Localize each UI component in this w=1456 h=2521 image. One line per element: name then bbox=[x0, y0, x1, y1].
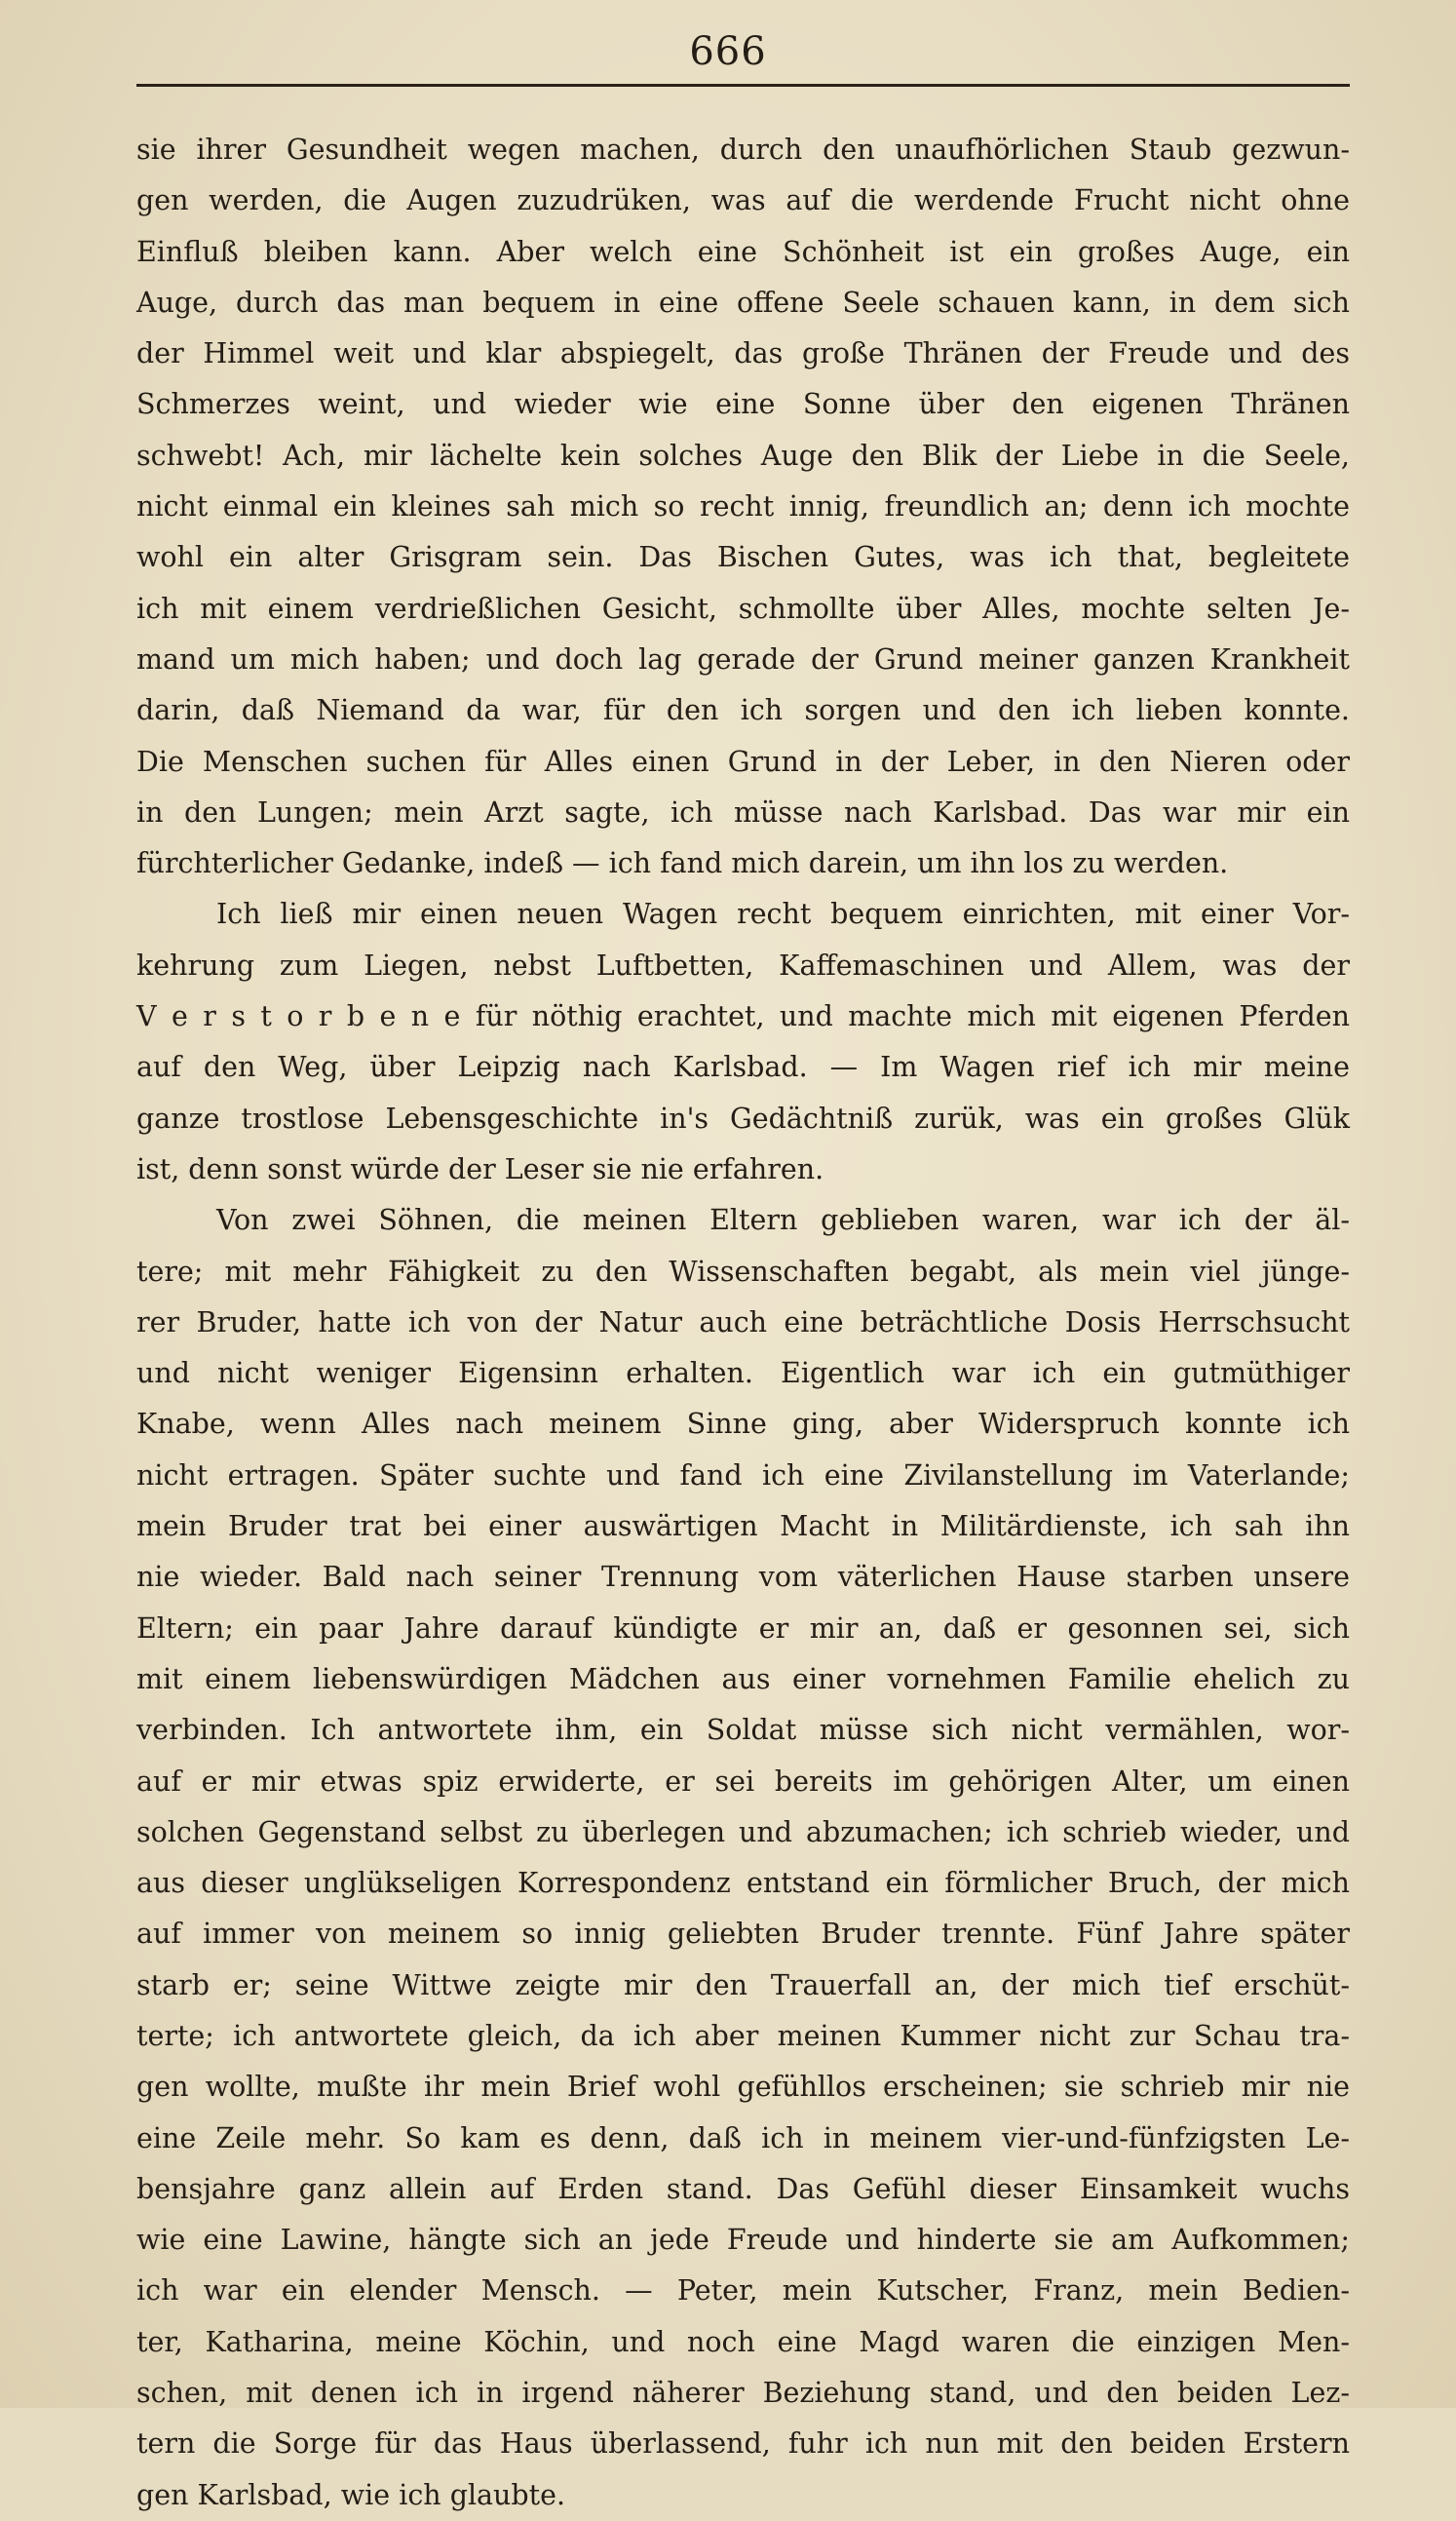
text-line: fürchterlicher Gedanke, indeß — ich fand mich darein, um ihn los zu werden. bbox=[136, 847, 1229, 880]
header-rule bbox=[136, 84, 1350, 87]
text-line: auf den Weg, über Leipzig nach Karlsbad. — Im Wagen rief ich mir meine bbox=[136, 1051, 1350, 1084]
text-line: tern die Sorge für das Haus überlassend, fuhr ich nun mit den beiden Erstern bbox=[136, 2427, 1350, 2461]
text-line: und nicht weniger Eigensinn erhalten. Eigentlich war ich ein gutmüthiger bbox=[136, 1357, 1350, 1390]
text-line: schen, mit denen ich in irgend näherer Beziehung stand, und den beiden Lez- bbox=[136, 2377, 1350, 2410]
text-line: nie wieder. Bald nach seiner Trennung vom väterlichen Hause starben unsere bbox=[136, 1561, 1350, 1594]
text-line: wie eine Lawine, hängte sich an jede Freude und hinderte sie am Aufkommen; bbox=[136, 2224, 1350, 2257]
text-line: solchen Gegenstand selbst zu überlegen und abzumachen; ich schrieb wieder, und bbox=[136, 1815, 1350, 1848]
text-line: eine Zeile mehr. So kam es denn, daß ich in meinem vier-und-fünfzigsten Le- bbox=[136, 2121, 1350, 2154]
text-line: gen werden, die Augen zuzudrüken, was auf die werdende Frucht nicht ohne bbox=[136, 184, 1350, 217]
text-line: gen wollte, mußte ihr mein Brief wohl gefühllos erscheinen; sie schrieb mir nie bbox=[136, 2071, 1350, 2104]
text-line: ich war ein elender Mensch. — Peter, mein Kutscher, Franz, mein Bedien- bbox=[136, 2274, 1350, 2308]
text-line: nicht einmal ein kleines sah mich so recht innig, freundlich an; denn ich mochte bbox=[136, 490, 1350, 524]
text-line: ter, Katharina, meine Köchin, und noch eine Magd waren die einzigen Men- bbox=[136, 2325, 1350, 2358]
text-line: Auge, durch das man bequem in eine offene Seele schauen kann, in dem sich bbox=[136, 286, 1350, 319]
text-line: Von zwei Söhnen, die meinen Eltern geblieben waren, war ich der äl- bbox=[216, 1204, 1350, 1237]
text-line: der Himmel weit und klar abspiegelt, das große Thränen der Freude und des bbox=[136, 337, 1350, 370]
text-line: Einfluß bleiben kann. Aber welch eine Schönheit ist ein großes Auge, ein bbox=[136, 235, 1350, 268]
text-line: Schmerzes weint, und wieder wie eine Sonne über den eigenen Thränen bbox=[136, 388, 1350, 421]
text-line: terte; ich antwortete gleich, da ich aber meinen Kummer nicht zur Schau tra- bbox=[136, 2019, 1350, 2052]
paragraph bbox=[136, 125, 1350, 889]
paragraph bbox=[136, 1195, 1350, 2521]
text-line: auf er mir etwas spiz erwiderte, er sei bereits im gehörigen Alter, um einen bbox=[136, 1765, 1350, 1798]
text-line: nicht ertragen. Später suchte und fand ich eine Zivilanstellung im Vaterlande; bbox=[136, 1458, 1350, 1492]
text-line: mit einem liebenswürdigen Mädchen aus einer vornehmen Familie ehelich zu bbox=[136, 1662, 1350, 1695]
text-line: mein Bruder trat bei einer auswärtigen Macht in Militärdienste, ich sah ihn bbox=[136, 1510, 1350, 1543]
text-line: wohl ein alter Grisgram sein. Das Bischen Gutes, was ich that, begleitete bbox=[136, 541, 1350, 574]
text-line: kehrung zum Liegen, nebst Luftbetten, Kaffemaschinen und Allem, was der bbox=[136, 949, 1350, 982]
text-line: verbinden. Ich antwortete ihm, ein Soldat müsse sich nicht vermählen, wor- bbox=[136, 1714, 1350, 1747]
paragraph bbox=[136, 889, 1350, 1195]
text-line: Die Menschen suchen für Alles einen Grund in der Leber, in den Nieren oder bbox=[136, 745, 1350, 778]
text-line: aus dieser unglükseligen Korrespondenz entstand ein förmlicher Bruch, der mich bbox=[136, 1867, 1350, 1900]
text-line: mand um mich haben; und doch lag gerade der Grund meiner ganzen Krankheit bbox=[136, 642, 1350, 676]
text-line: V e r s t o r b e n e für nöthig erachtet, und machte mich mit eigenen Pferden bbox=[136, 1000, 1350, 1033]
page-number: 666 bbox=[689, 29, 767, 74]
text-line: in den Lungen; mein Arzt sagte, ich müsse nach Karlsbad. Das war mir ein bbox=[136, 795, 1350, 829]
text-line: sie ihrer Gesundheit wegen machen, durch den unaufhörlichen Staub gezwun- bbox=[136, 134, 1350, 166]
text-line: ich mit einem verdrießlichen Gesicht, schmollte über Alles, mochte selten Je- bbox=[136, 592, 1350, 625]
text-line: Eltern; ein paar Jahre darauf kündigte er mir an, daß er gesonnen sei, sich bbox=[136, 1611, 1350, 1645]
text-line: ganze trostlose Lebensgeschichte in's Gedächtniß zurük, was ein großes Glük bbox=[136, 1102, 1350, 1135]
text-line: bensjahre ganz allein auf Erden stand. Das Gefühl dieser Einsamkeit wuchs bbox=[136, 2172, 1350, 2205]
text-line: rer Bruder, hatte ich von der Natur auch eine beträchtliche Dosis Herrschsucht bbox=[136, 1305, 1350, 1338]
text-line: darin, daß Niemand da war, für den ich sorgen und den ich lieben konnte. bbox=[136, 694, 1350, 727]
text-line: auf immer von meinem so innig geliebten Bruder trennte. Fünf Jahre später bbox=[136, 1918, 1350, 1951]
text-line: starb er; seine Wittwe zeigte mir den Trauerfall an, der mich tief erschüt- bbox=[136, 1968, 1350, 2001]
text-line: Knabe, wenn Alles nach meinem Sinne ging, aber Widerspruch konnte ich bbox=[136, 1408, 1350, 1441]
text-line: gen Karlsbad, wie ich glaubte. bbox=[136, 2478, 566, 2511]
text-line: schwebt! Ach, mir lächelte kein solches Auge den Blik der Liebe in die Seele, bbox=[136, 439, 1350, 472]
text-line: Ich ließ mir einen neuen Wagen recht bequem einrichten, mit einer Vor- bbox=[216, 898, 1350, 931]
text-line: ist, denn sonst würde der Leser sie nie erfahren. bbox=[136, 1152, 824, 1185]
text-line: tere; mit mehr Fähigkeit zu den Wissenschaften begabt, als mein viel jünge- bbox=[136, 1255, 1350, 1288]
body-text bbox=[136, 125, 1350, 2521]
